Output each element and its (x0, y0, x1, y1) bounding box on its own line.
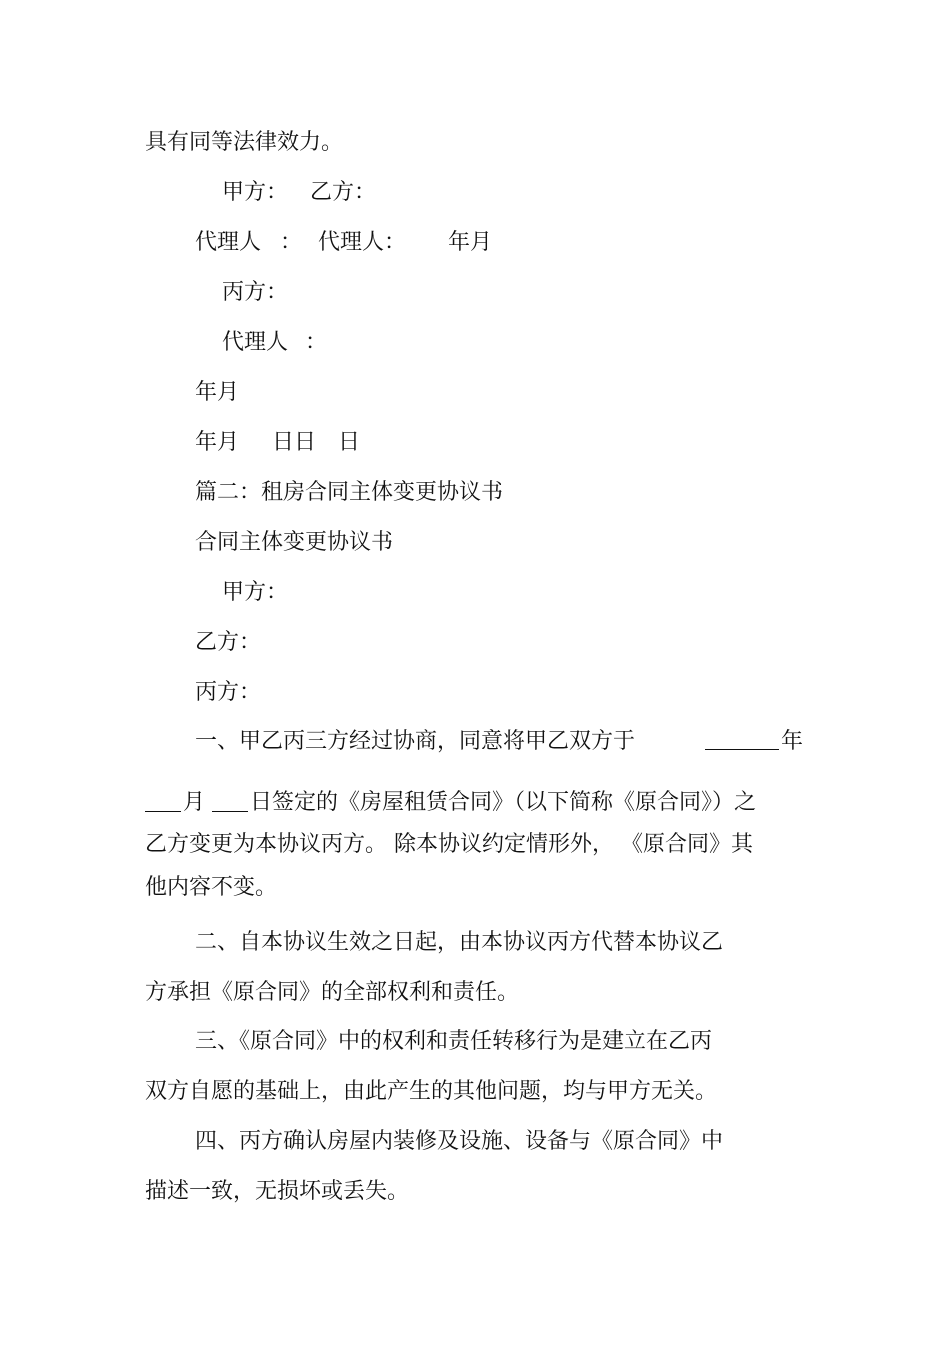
party-a-label: 甲方： (222, 180, 289, 205)
party-a-label: 甲方： (222, 580, 289, 605)
party-b-label: 乙方： (310, 180, 377, 205)
date-text: 年月 (448, 230, 493, 255)
party-b-label: 乙方： (195, 630, 262, 655)
text-line: 具有同等法律效力。 (145, 130, 344, 155)
month-text: 月 (183, 790, 206, 815)
clause-one-text: 日签定的《房屋租赁合同》（以下简称《原合同》）之 (250, 790, 757, 815)
party-c-label: 丙方： (195, 680, 262, 705)
clause-four-text: 描述一致，无损坏或丢失。 (145, 1179, 410, 1204)
agent-label: 代理人 (222, 330, 289, 355)
year-blank (705, 727, 779, 750)
agent-label: 代理人： (318, 230, 407, 255)
clause-one-text: 他内容不变。 (145, 875, 278, 900)
section-title: 篇二：租房合同主体变更协议书 (195, 480, 504, 505)
clause-two-text: 方承担《原合同》的全部权利和责任。 (145, 980, 520, 1005)
agent-label: 代理人 (195, 230, 262, 255)
agreement-title: 合同主体变更协议书 (195, 530, 394, 555)
party-c-label: 丙方： (222, 280, 289, 305)
clause-two-text: 二、自本协议生效之日起，由本协议丙方代替本协议乙 (195, 930, 724, 955)
date-text: 年月 (195, 380, 240, 405)
date-text: 日日 (272, 430, 317, 455)
clause-one-text: 乙方变更为本协议丙方。 除本协议约定情形外， 《原合同》其 (145, 832, 753, 857)
colon-text: ： (280, 230, 303, 255)
day-blank (212, 789, 248, 812)
clause-three-text: 三、《原合同》中的权利和责任转移行为是建立在乙丙 (195, 1029, 713, 1054)
date-text: 日 (338, 430, 361, 455)
clause-one-text: 一、甲乙丙三方经过协商，同意将甲乙双方于 (195, 729, 636, 754)
colon-text: ： (305, 330, 328, 355)
year-text: 年 (781, 729, 804, 754)
month-blank (145, 789, 181, 812)
date-text: 年月 (195, 430, 240, 455)
clause-three-text: 双方自愿的基础上，由此产生的其他问题，均与甲方无关。 (145, 1079, 718, 1104)
clause-four-text: 四、丙方确认房屋内装修及设施、设备与《原合同》中 (195, 1129, 724, 1154)
